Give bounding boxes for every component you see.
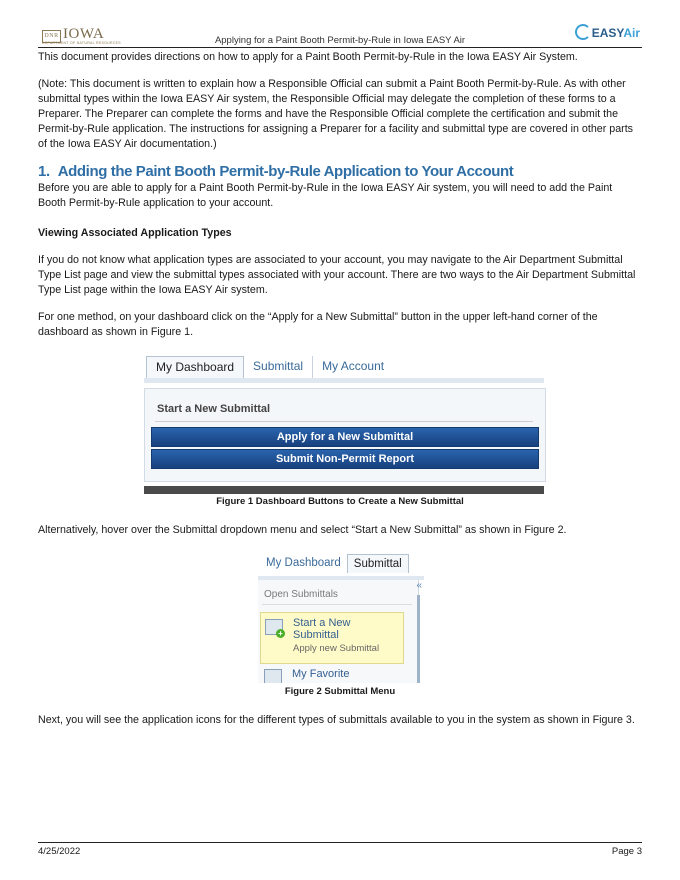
page-header (38, 24, 642, 48)
page-number: Page 3 (611, 846, 642, 857)
new-submittal-panel (144, 388, 546, 482)
figure-1-dashboard (138, 352, 544, 494)
start-new-submittal-description: Apply new Submittal (293, 643, 380, 654)
section-intro-paragraph: Before you are able to apply for a Paint Booth Permit-by-Rule in the Iowa EASY Air system, you will need to add the Paint Booth Permit-by-Rule application to your account. (38, 182, 613, 209)
iowa-dnr-logo: DNR IOWA (42, 26, 104, 43)
menu-divider (262, 604, 412, 605)
header-divider (38, 47, 642, 48)
figure-1-bottom-bar (144, 486, 544, 494)
collapse-icon[interactable]: « (416, 580, 422, 591)
alt-method-block (38, 523, 642, 550)
scrollbar[interactable] (417, 595, 420, 683)
start-new-submittal-label: Start a New Submittal (293, 617, 351, 641)
figure-2-submittal-menu (256, 551, 424, 683)
next-paragraph: Next, you will see the application icons for the different types of submittals available to you in the system as shown in Figure 3. (38, 714, 635, 726)
menu-tabs (260, 554, 409, 573)
seal-icon: DNR (42, 30, 61, 43)
easy-air-logo: EASYAir (575, 24, 640, 40)
dashboard-tabs (146, 356, 393, 378)
note-paragraph: (Note: This document is written to explain how a Responsible Official can submit a Paint Booth Permit-by-Rule. As with other submittal types within the Iowa EASY Air system, the Responsible Official may delegate the completion of these forms to a Preparer. The Preparer can complete the forms and have the Responsible Official complete the certification and submit the Permit-by-Rule application. The instructions for assigning a Preparer for a facility and submittal type are covered in other parts of the Iowa EASY Air documentation.) (38, 78, 634, 150)
favorites-icon (264, 669, 282, 683)
submit-non-permit-report-button[interactable]: Submit Non-Permit Report (151, 449, 539, 469)
iowa-dnr-logo-subtitle: DEPARTMENT OF NATURAL RESOURCES (42, 41, 121, 45)
tab-my-account[interactable]: My Account (322, 359, 385, 373)
open-submittals-link[interactable]: Open Submittals (264, 589, 338, 600)
tab-submittal[interactable]: Submittal (347, 554, 409, 573)
figure-2-caption: Figure 2 Submittal Menu (284, 686, 396, 697)
method-paragraph: For one method, on your dashboard click on the “Apply for a New Submittal” button in the upper left-hand corner of the dashboard as shown in Figure 1. (38, 311, 598, 338)
swirl-icon (575, 24, 591, 40)
submittal-dropdown (258, 580, 419, 683)
apply-new-submittal-button[interactable]: Apply for a New Submittal (151, 427, 539, 447)
section-heading: 1. Adding the Paint Booth Permit-by-Rule Application to Your Account (38, 163, 514, 180)
start-new-submittal-item[interactable] (260, 612, 404, 664)
panel-divider (155, 421, 533, 422)
document-body (38, 50, 642, 352)
figure-1-caption: Figure 1 Dashboard Buttons to Create a New Submittal (216, 496, 464, 507)
tab-submittal[interactable]: Submittal (244, 356, 313, 378)
tab-my-dashboard[interactable]: My Dashboard (266, 557, 341, 569)
footer-date: 4/25/2022 (38, 846, 81, 857)
tab-my-dashboard[interactable]: My Dashboard (146, 356, 244, 378)
associated-types-paragraph: If you do not know what application types are associated to your account, you may navigate to the Air Department Submittal Type List page and view the submittal types associated with your account. There are two ways to the Air Department Submittal Type List page within the Iowa EASY Air system. (38, 254, 636, 296)
next-block (38, 713, 642, 740)
subheading: Viewing Associated Application Types (38, 227, 232, 239)
footer-divider (38, 842, 642, 843)
plus-icon: + (276, 629, 285, 638)
panel-title: Start a New Submittal (157, 403, 271, 415)
my-favorite-item[interactable]: My Favorite (292, 668, 350, 680)
tab-bar-divider (144, 378, 544, 383)
header-title: Applying for a Paint Booth Permit-by-Rule in Iowa EASY Air (214, 35, 466, 46)
alt-method-paragraph: Alternatively, hover over the Submittal dropdown menu and select “Start a New Submittal” as shown in Figure 2. (38, 524, 567, 536)
intro-paragraph: This document provides directions on how to apply for a Paint Booth Permit-by-Rule in the Iowa EASY Air System. (38, 51, 578, 63)
